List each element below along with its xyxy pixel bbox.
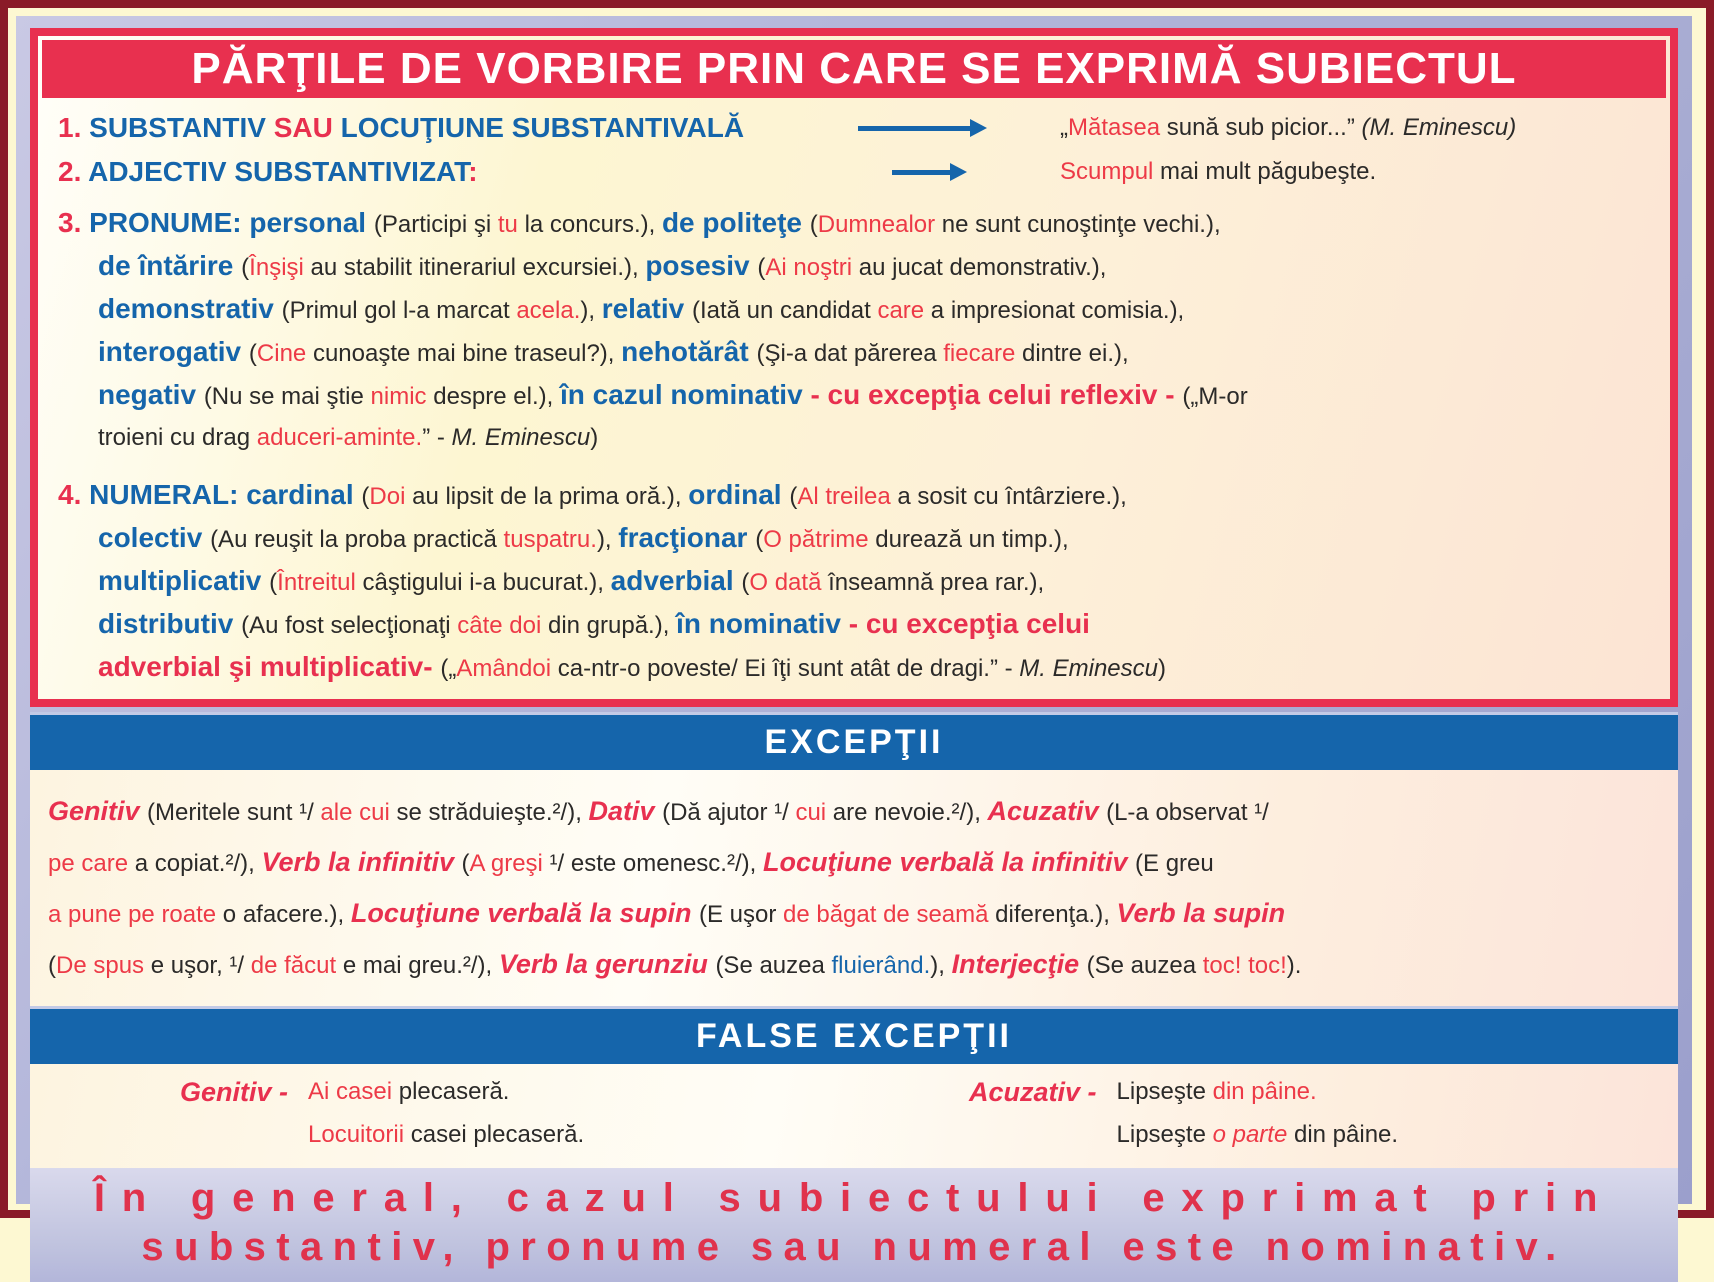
text-run: se străduieşte.²/), bbox=[389, 799, 589, 826]
text-run: au lipsit de la prima oră.), bbox=[405, 483, 689, 510]
pronume-line bbox=[58, 290, 1656, 333]
text-run: Al treilea bbox=[797, 483, 891, 510]
text-run: tuspatru. bbox=[503, 526, 597, 553]
text-run: ). bbox=[1286, 952, 1302, 979]
numeral-line bbox=[58, 519, 1656, 562]
text-run: sună sub picior...” bbox=[1160, 114, 1362, 141]
pronume-line bbox=[58, 247, 1656, 290]
text-run: ), bbox=[580, 297, 602, 324]
text-run: o afacere.), bbox=[216, 901, 351, 928]
text-run: („ bbox=[440, 655, 457, 682]
genitiv-example-line bbox=[308, 1072, 584, 1115]
text-run: (Şi-a dat părerea bbox=[756, 340, 944, 367]
text-run: (M. Eminescu) bbox=[1361, 114, 1517, 141]
text-run: fluierând. bbox=[831, 952, 931, 979]
text-run: O dată bbox=[749, 569, 822, 596]
text-run: (E greu bbox=[1135, 850, 1214, 877]
item-substantiv-example bbox=[1018, 114, 1656, 142]
text-run: „ bbox=[1060, 114, 1068, 141]
text-run: din pâine. bbox=[1212, 1078, 1317, 1105]
exceptions-line bbox=[48, 890, 1664, 941]
numeral-line bbox=[58, 476, 1656, 519]
text-run: toc! toc! bbox=[1202, 952, 1287, 979]
text-run: : bbox=[468, 156, 478, 187]
text-run: personal bbox=[249, 207, 374, 238]
text-run: a impresionat comisia.), bbox=[924, 297, 1185, 324]
text-run: durează un timp.), bbox=[868, 526, 1069, 553]
text-run: dintre ei.), bbox=[1015, 340, 1129, 367]
arrow-right-icon bbox=[858, 119, 987, 137]
text-run: (L-a observat ¹/ bbox=[1106, 799, 1269, 826]
text-run: au stabilit itinerariul excursiei.), bbox=[303, 254, 646, 281]
text-run: (Au reuşit la proba practică bbox=[210, 526, 504, 553]
text-run: Ai noştri bbox=[765, 254, 853, 281]
item-substantiv-row bbox=[58, 106, 1656, 150]
text-run: Dativ bbox=[588, 796, 663, 826]
text-run: Amândoi bbox=[456, 655, 552, 682]
text-run: 2. bbox=[58, 156, 89, 187]
false-exceptions-acuzativ bbox=[889, 1072, 1678, 1158]
text-run: cardinal bbox=[246, 479, 362, 510]
text-run: Verb la infinitiv bbox=[261, 847, 462, 877]
text-run: SUBSTANTIV bbox=[89, 112, 274, 143]
text-run: tu bbox=[497, 211, 518, 238]
text-run: (Se auzea bbox=[715, 952, 832, 979]
text-run: casei plecaseră. bbox=[404, 1121, 585, 1148]
text-run: înseamnă prea rar.), bbox=[821, 569, 1045, 596]
text-run: demonstrativ bbox=[98, 293, 282, 324]
exceptions-content bbox=[30, 770, 1678, 1006]
main-content bbox=[42, 98, 1666, 691]
text-run: Locuţiune verbală la supin bbox=[350, 898, 699, 928]
text-run: Verb la supin bbox=[1116, 898, 1286, 928]
text-run: ca-ntr-o poveste/ Ei îţi sunt atât de dragi.” - bbox=[551, 655, 1020, 682]
main-panel bbox=[30, 28, 1678, 707]
text-run: nehotărât bbox=[621, 336, 757, 367]
text-run: 3. bbox=[58, 207, 90, 238]
text-run: din pâine. bbox=[1293, 1121, 1399, 1148]
text-run: ” - bbox=[422, 424, 452, 451]
text-run: din grupă.), bbox=[541, 612, 677, 639]
text-run: ( bbox=[269, 569, 278, 596]
text-run: (Meritele sunt ¹/ bbox=[147, 799, 321, 826]
text-run: la concurs.), bbox=[517, 211, 662, 238]
text-run: câte doi bbox=[457, 612, 542, 639]
numeral-line bbox=[58, 605, 1656, 648]
text-run: (Se auzea bbox=[1086, 952, 1203, 979]
acuzativ-example-line bbox=[1117, 1072, 1399, 1115]
false-exceptions-header: FALSE EXCEPŢII bbox=[30, 1006, 1678, 1064]
text-run: Locuţiune verbală la infinitiv bbox=[762, 847, 1136, 877]
text-run: ( bbox=[241, 254, 250, 281]
text-run: care bbox=[877, 297, 925, 324]
conclusion-line: În general, cazul subiectului exprimat prin bbox=[93, 1176, 1615, 1220]
text-run: Locuitorii bbox=[308, 1121, 405, 1148]
item-pronume-block bbox=[58, 204, 1656, 460]
text-run: de făcut bbox=[250, 952, 337, 979]
text-run: (E uşor bbox=[698, 901, 783, 928]
text-run: cui bbox=[795, 799, 827, 826]
text-run: de întărire bbox=[98, 250, 242, 281]
text-run: ( bbox=[809, 211, 818, 238]
text-run: de politeţe bbox=[661, 207, 810, 238]
text-run: adverbial bbox=[610, 565, 742, 596]
text-run: au jucat demonstrativ.), bbox=[852, 254, 1107, 281]
text-run: interogativ bbox=[98, 336, 249, 367]
text-run: ( bbox=[741, 569, 750, 596]
exceptions-line bbox=[48, 839, 1664, 890]
false-exceptions-content bbox=[30, 1064, 1678, 1168]
text-run: Interjecţie bbox=[951, 949, 1087, 979]
pronume-line bbox=[58, 419, 1656, 460]
text-run: (Nu se mai ştie bbox=[203, 383, 371, 410]
text-run: (Participi şi bbox=[373, 211, 498, 238]
text-run: relativ bbox=[601, 293, 692, 324]
exceptions-line bbox=[48, 941, 1664, 992]
text-run: ( bbox=[248, 340, 257, 367]
text-run: în cazul nominativ bbox=[559, 379, 811, 410]
text-run: De spus bbox=[56, 952, 145, 979]
text-run: Cine bbox=[256, 340, 307, 367]
item-numeral-block bbox=[58, 476, 1656, 691]
text-run: cunoaşte mai bine traseul?), bbox=[306, 340, 622, 367]
text-run: ale cui bbox=[320, 799, 390, 826]
text-run: M. Eminescu bbox=[451, 424, 591, 451]
text-run: LOCUŢIUNE SUBSTANTIVALĂ bbox=[332, 112, 745, 143]
text-run: ) bbox=[590, 424, 599, 451]
text-run: de băgat de seamă bbox=[782, 901, 989, 928]
text-run: ADJECTIV SUBSTANTIVIZAT bbox=[88, 156, 469, 187]
text-run: plecaseră. bbox=[392, 1078, 510, 1105]
text-run: diferenţa.), bbox=[988, 901, 1117, 928]
text-run: Acuzativ bbox=[987, 796, 1107, 826]
text-run: e mai greu.²/), bbox=[336, 952, 499, 979]
text-run: (Dă ajutor ¹/ bbox=[662, 799, 796, 826]
numeral-line bbox=[58, 648, 1656, 691]
text-run: ( bbox=[757, 254, 766, 281]
pronume-line bbox=[58, 333, 1656, 376]
text-run: o parte bbox=[1212, 1121, 1294, 1148]
text-run: Întreitul bbox=[277, 569, 356, 596]
text-run: (Au fost selecţionaţi bbox=[241, 612, 458, 639]
text-run: PRONUME: bbox=[89, 207, 250, 238]
text-run: despre el.), bbox=[426, 383, 560, 410]
text-run: ( bbox=[789, 483, 798, 510]
text-run: Verb la gerunziu bbox=[498, 949, 716, 979]
arrow-column bbox=[858, 163, 1018, 181]
text-run: (Iată un candidat bbox=[691, 297, 878, 324]
acuzativ-examples bbox=[1117, 1072, 1399, 1158]
text-run: SAU bbox=[273, 112, 333, 143]
text-run: 4. bbox=[58, 479, 90, 510]
text-run: - cu excepţia celui bbox=[848, 608, 1090, 639]
text-run: Ai casei bbox=[308, 1078, 393, 1105]
exceptions-section bbox=[30, 712, 1678, 1168]
poster-inner-frame bbox=[16, 16, 1692, 1269]
item-adjectiv-row bbox=[58, 150, 1656, 194]
acuzativ-label: Acuzativ - bbox=[969, 1077, 1097, 1107]
text-run: câştigului i-a bucurat.), bbox=[355, 569, 611, 596]
numeral-line bbox=[58, 562, 1656, 605]
text-run: Doi bbox=[369, 483, 406, 510]
pronume-line bbox=[58, 204, 1656, 247]
text-run: mai mult păgubeşte. bbox=[1153, 158, 1377, 185]
text-run: a sosit cu întârziere.), bbox=[890, 483, 1127, 510]
text-run: Lipseşte bbox=[1116, 1121, 1213, 1148]
text-run: în nominativ bbox=[676, 608, 849, 639]
text-run: multiplicativ bbox=[98, 565, 270, 596]
text-run: Scumpul bbox=[1060, 158, 1154, 185]
text-run: ( bbox=[461, 850, 470, 877]
text-run: a copiat.²/), bbox=[128, 850, 262, 877]
exceptions-line bbox=[48, 788, 1664, 839]
text-run: M. Eminescu bbox=[1019, 655, 1158, 682]
text-run: 1. bbox=[58, 112, 90, 143]
text-run: e uşor, ¹/ bbox=[144, 952, 251, 979]
text-run: NUMERAL: bbox=[89, 479, 247, 510]
text-run: are nevoie.²/), bbox=[826, 799, 988, 826]
arrow-right-icon bbox=[892, 163, 967, 181]
text-run: ( bbox=[48, 952, 56, 979]
genitiv-examples bbox=[308, 1072, 584, 1158]
text-run: ), bbox=[930, 952, 952, 979]
text-run: ) bbox=[1157, 655, 1166, 682]
text-run: (Primul gol l-a marcat bbox=[281, 297, 517, 324]
arrow-column bbox=[858, 119, 1018, 137]
text-run: ¹/ este omenesc.²/), bbox=[542, 850, 763, 877]
false-exceptions-genitiv bbox=[30, 1072, 889, 1158]
text-run: negativ bbox=[98, 379, 204, 410]
text-run: A greşi bbox=[469, 850, 543, 877]
text-run: acela. bbox=[516, 297, 581, 324]
text-run: Lipseşte bbox=[1116, 1078, 1213, 1105]
genitiv-label: Genitiv - bbox=[180, 1077, 289, 1107]
text-run: posesiv bbox=[645, 250, 758, 281]
text-run: adverbial şi multiplicativ- bbox=[98, 651, 441, 682]
conclusion-line: substantiv, pronume sau numeral este nominativ. bbox=[141, 1224, 1567, 1269]
item-substantiv-label bbox=[58, 112, 858, 144]
text-run: O pătrime bbox=[763, 526, 869, 553]
text-run: ordinal bbox=[688, 479, 790, 510]
text-run: Genitiv bbox=[48, 796, 148, 826]
text-run: colectiv bbox=[98, 522, 211, 553]
text-run: aduceri-aminte. bbox=[256, 424, 423, 451]
page-title: PĂRŢILE DE VORBIRE PRIN CARE SE EXPRIMĂ SUBIECTUL bbox=[42, 40, 1666, 98]
text-run: - cu excepţia celui reflexiv - bbox=[810, 379, 1183, 410]
text-run: troieni cu drag bbox=[98, 424, 257, 451]
text-run: ne sunt cunoştinţe vechi.), bbox=[935, 211, 1221, 238]
exceptions-header: EXCEPŢII bbox=[30, 712, 1678, 770]
text-run: ), bbox=[596, 526, 619, 553]
text-run: nimic bbox=[370, 383, 427, 410]
text-run: Mătasea bbox=[1068, 114, 1161, 141]
text-run: fracţionar bbox=[618, 522, 756, 553]
acuzativ-example-line bbox=[1117, 1115, 1399, 1158]
genitiv-example-line bbox=[308, 1115, 584, 1158]
pronume-line bbox=[58, 376, 1656, 419]
text-run: ( bbox=[361, 483, 370, 510]
text-run: („M-or bbox=[1182, 383, 1248, 410]
text-run: fiecare bbox=[943, 340, 1016, 367]
item-adjectiv-label bbox=[58, 156, 858, 188]
text-run: Dumnealor bbox=[817, 211, 936, 238]
text-run: Înşişi bbox=[249, 254, 304, 281]
text-run: distributiv bbox=[98, 608, 242, 639]
text-run: pe care bbox=[48, 850, 129, 877]
text-run: ( bbox=[755, 526, 764, 553]
conclusion-banner bbox=[30, 1168, 1678, 1282]
item-adjectiv-example bbox=[1018, 158, 1656, 186]
text-run: a pune pe roate bbox=[48, 901, 217, 928]
